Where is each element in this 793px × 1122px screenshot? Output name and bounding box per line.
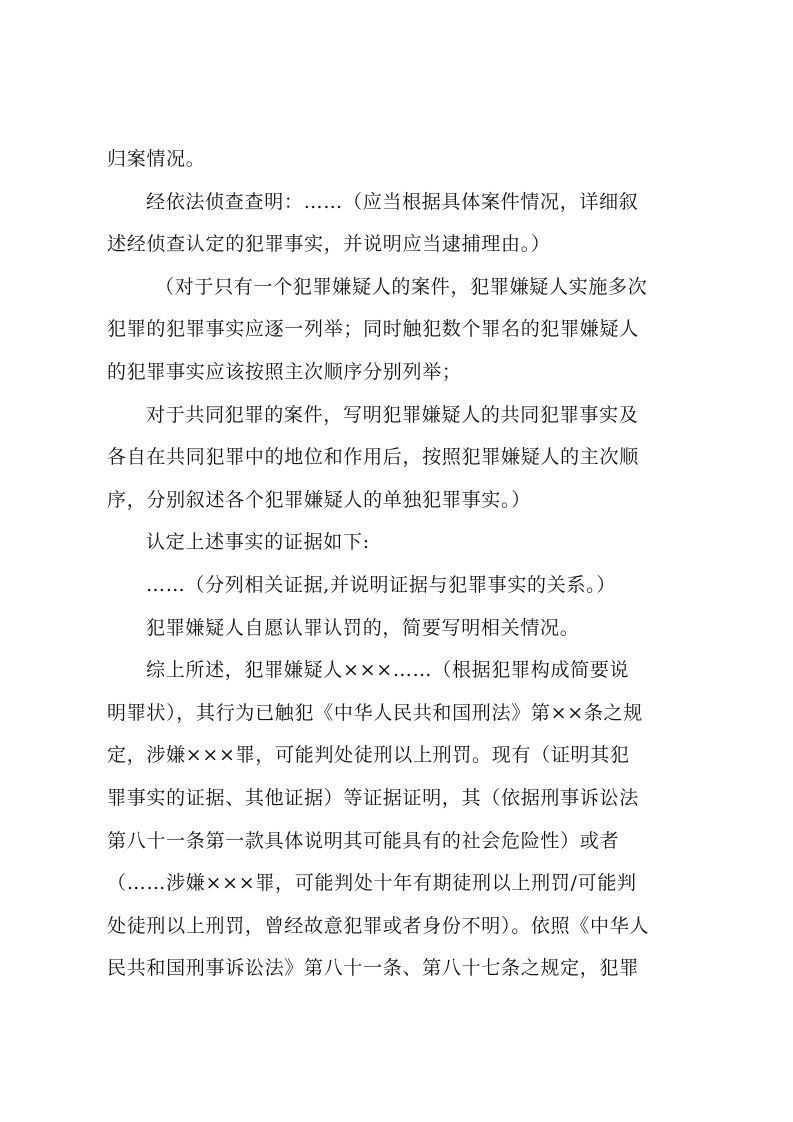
text-line-18: （……涉嫌×××罪，可能判处十年有期徒刑以上刑罚/可能判: [107, 872, 637, 895]
text-line-20: 民共和国刑事诉讼法》第八十一条、第八十七条之规定，犯罪: [107, 957, 639, 980]
text-line-16: 罪事实的证据、其他证据）等证据证明，其（依据刑事诉讼法: [107, 786, 639, 809]
text-line-17: 第八十一条第一款具体说明其可能具有的社会危险性）或者: [107, 829, 620, 852]
text-line-2: 经依法侦查查明：……（应当根据具体案件情况，详细叙: [146, 190, 639, 213]
text-line-19: 处徒刑以上刑罚，曾经故意犯罪或者身份不明）。依照《中华人: [107, 914, 650, 937]
text-line-8: 各自在共同犯罪中的地位和作用后，按照犯罪嫌疑人的主次顺: [107, 446, 639, 469]
text-line-14: 明罪状），其行为已触犯《中华人民共和国刑法》第××条之规: [107, 701, 643, 724]
text-line-3: 述经侦查认定的犯罪事实，并说明应当逮捕理由。）: [107, 233, 551, 256]
text-line-1: 归案情况。: [107, 148, 206, 170]
text-line-7: 对于共同犯罪的案件，写明犯罪嫌疑人的共同犯罪事实及: [146, 403, 639, 426]
text-line-11: ……（分列相关证据,并说明证据与犯罪事实的关系。）: [146, 573, 617, 596]
text-line-12: 犯罪嫌疑人自愿认罪认罚的，简要写明相关情况。: [146, 616, 580, 639]
text-line-4: （对于只有一个犯罪嫌疑人的案件，犯罪嫌疑人实施多次: [155, 275, 648, 298]
text-line-10: 认定上述事实的证据如下:: [146, 531, 370, 554]
text-line-6: 的犯罪事实应该按照主次顺序分别列举；: [107, 360, 462, 383]
text-line-13: 综上所述，犯罪嫌疑人×××……（根据犯罪构成简要说: [146, 659, 630, 682]
text-line-9: 序，分别叙述各个犯罪嫌疑人的单独犯罪事实。）: [107, 488, 531, 511]
text-line-5: 犯罪的犯罪事实应逐一列举；同时触犯数个罪名的犯罪嫌疑人: [107, 318, 639, 341]
text-line-15: 定，涉嫌×××罪，可能判处徒刑以上刑罚。现有（证明其犯: [107, 744, 630, 767]
document-body: [107, 138, 687, 990]
